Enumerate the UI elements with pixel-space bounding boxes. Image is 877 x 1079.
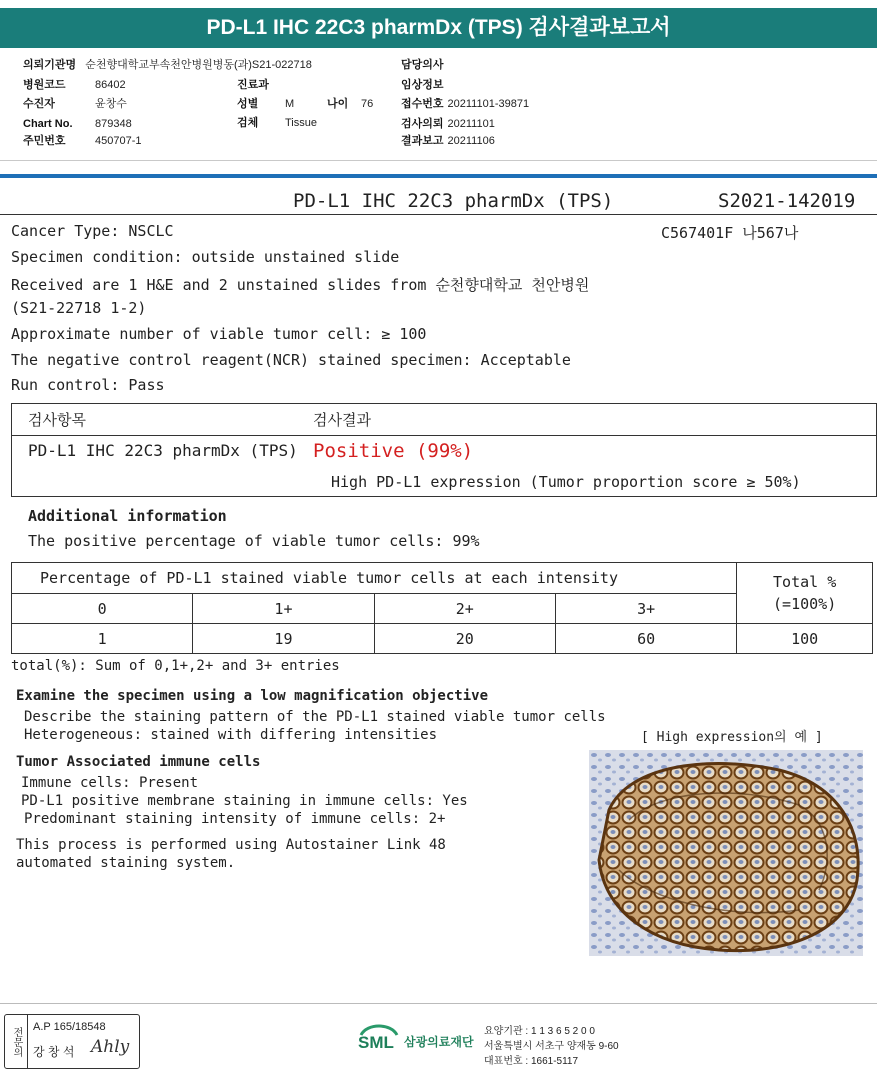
header-divider bbox=[0, 160, 877, 161]
examine-line-1: Describe the staining pattern of the PD-L1 stained viable tumor cells bbox=[24, 709, 606, 725]
total-header-cell bbox=[737, 563, 873, 624]
process-line-2: automated staining system. bbox=[16, 855, 236, 871]
accession-label: 접수번호 bbox=[401, 98, 444, 110]
level-2plus: 2+ bbox=[374, 594, 555, 624]
chart-label: Chart No. bbox=[23, 118, 73, 130]
intensity-table bbox=[11, 562, 873, 654]
sml-logo bbox=[357, 1021, 401, 1063]
value-3plus: 60 bbox=[555, 624, 736, 654]
org-name: 삼광의료재단 bbox=[404, 1035, 474, 1049]
patient-value: 윤창수 bbox=[95, 98, 127, 110]
resident-label: 주민번호 bbox=[23, 135, 66, 147]
signature: Ahly bbox=[91, 1037, 130, 1057]
run-control: Run control: Pass bbox=[11, 376, 165, 394]
report-value: 20211106 bbox=[447, 135, 495, 147]
sex-label: 성별 bbox=[237, 98, 259, 110]
patient-label: 수진자 bbox=[23, 98, 55, 110]
immune-line-3: Predominant staining intensity of immune cells: 2+ bbox=[24, 811, 446, 827]
result-expression: High PD-L1 expression (Tumor proportion score ≥ 50%) bbox=[331, 473, 801, 491]
immune-heading: Tumor Associated immune cells bbox=[16, 754, 261, 770]
tumor-nest bbox=[599, 763, 858, 950]
ncr-status: The negative control reagent(NCR) stained specimen: Acceptable bbox=[11, 351, 571, 369]
examine-heading: Examine the specimen using a low magnification objective bbox=[16, 688, 489, 704]
org-code: 요양기관 : 1 1 3 6 5 2 0 0 bbox=[484, 1026, 595, 1037]
chart-value: 879348 bbox=[95, 118, 132, 130]
specimen-label: 검체 bbox=[237, 117, 259, 129]
result-item-header: 검사항목 bbox=[28, 411, 86, 429]
total-note: total(%): Sum of 0,1+,2+ and 3+ entries bbox=[11, 658, 340, 674]
specimen-value: Tissue bbox=[285, 117, 317, 129]
viable-tumor-count: Approximate number of viable tumor cell: ≥ 100 bbox=[11, 325, 427, 343]
doctor-label: 담당의사 bbox=[401, 59, 444, 71]
ihc-stain-image bbox=[589, 750, 863, 956]
result-test-item: PD-L1 IHC 22C3 pharmDx (TPS) bbox=[28, 441, 298, 460]
intensity-header: Percentage of PD-L1 stained viable tumor cells at each intensity bbox=[12, 563, 737, 594]
ap-number: A.P 165/18548 bbox=[33, 1021, 106, 1033]
footer-divider bbox=[0, 1003, 877, 1004]
test-title: PD-L1 IHC 22C3 pharmDx (TPS) bbox=[293, 190, 614, 212]
result-value-header: 검사결과 bbox=[313, 411, 371, 429]
sex-value: M bbox=[285, 98, 295, 110]
stamp-label: 전문의 bbox=[5, 1015, 28, 1068]
org-address: 서울특별시 서초구 양재동 9-60 bbox=[484, 1041, 619, 1052]
additional-text: The positive percentage of viable tumor cells: 99% bbox=[28, 532, 480, 550]
request-label: 검사의뢰 bbox=[401, 118, 444, 130]
logo-text: SML bbox=[358, 1033, 394, 1052]
additional-heading: Additional information bbox=[28, 507, 227, 525]
doctor-name: 강 창 석 bbox=[33, 1045, 75, 1059]
age-value: 76 bbox=[361, 98, 374, 110]
signature-stamp bbox=[4, 1014, 140, 1069]
institution-value: 순천향대학교부속천안병원병동(과)S21-022718 bbox=[85, 59, 312, 71]
received-slides: Received are 1 H&E and 2 unstained slides from 순천향대학교 천안병원 bbox=[11, 276, 590, 294]
title-underline bbox=[0, 214, 877, 215]
immune-line-1: Immune cells: Present bbox=[21, 775, 199, 791]
accession-value: 20211101-39871 bbox=[447, 98, 530, 110]
dept-label: 진료과 bbox=[237, 79, 269, 91]
case-number: S2021-142019 bbox=[718, 190, 856, 212]
examine-line-2: Heterogeneous: stained with differing intensities bbox=[24, 727, 438, 743]
level-3plus: 3+ bbox=[555, 594, 736, 624]
cancer-type: Cancer Type: NSCLC bbox=[11, 222, 174, 240]
value-2plus: 20 bbox=[374, 624, 555, 654]
level-1plus: 1+ bbox=[193, 594, 374, 624]
value-0: 1 bbox=[12, 624, 193, 654]
resident-value: 450707-1 bbox=[95, 135, 142, 147]
org-phone: 대표번호 : 1661-5117 bbox=[484, 1056, 579, 1067]
level-0: 0 bbox=[12, 594, 193, 624]
result-positive: Positive (99%) bbox=[313, 440, 474, 462]
hospital-code-label: 병원코드 bbox=[23, 79, 66, 91]
age-label: 나이 bbox=[327, 98, 349, 110]
immune-line-2: PD-L1 positive membrane staining in immune cells: Yes bbox=[21, 793, 468, 809]
process-line-1: This process is performed using Autostainer Link 48 bbox=[16, 837, 446, 853]
institution-label: 의뢰기관명 bbox=[23, 59, 77, 71]
institution-row bbox=[23, 58, 312, 72]
clinical-label: 임상정보 bbox=[401, 79, 444, 91]
total-header: Total % bbox=[773, 573, 837, 591]
specimen-condition: Specimen condition: outside unstained slide bbox=[11, 248, 400, 266]
total-subheader: (=100%) bbox=[773, 595, 837, 613]
value-1plus: 19 bbox=[193, 624, 374, 654]
report-title: PD-L1 IHC 22C3 pharmDx (TPS) 검사결과보고서 bbox=[0, 8, 877, 48]
value-total: 100 bbox=[737, 624, 873, 654]
specimen-codes: C567401F 나567나 bbox=[661, 224, 799, 242]
received-reference: (S21-22718 1-2) bbox=[11, 299, 147, 317]
result-box-divider bbox=[12, 435, 876, 436]
image-caption: [ High expression의 예 ] bbox=[641, 730, 823, 745]
section-rule bbox=[0, 174, 877, 178]
request-value: 20211101 bbox=[447, 118, 495, 130]
report-label: 결과보고 bbox=[401, 135, 444, 147]
hospital-code-value: 86402 bbox=[95, 79, 126, 91]
